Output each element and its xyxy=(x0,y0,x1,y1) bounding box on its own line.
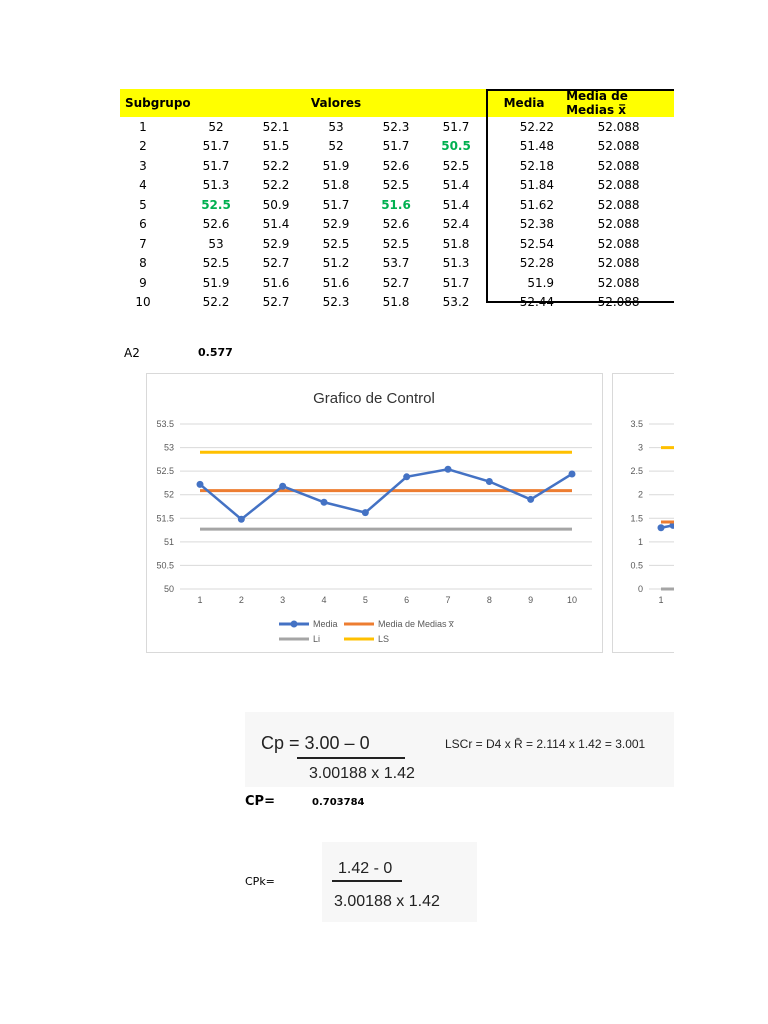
valor-cell: 53.7 xyxy=(382,256,410,271)
media-cell: 51.84 xyxy=(519,178,555,193)
y-tick-label: 0 xyxy=(637,584,643,594)
valor-cell: 51.7 xyxy=(322,197,350,212)
x-tick-label: 9 xyxy=(528,595,534,605)
cp-formula-numerator: Cp = 3.00 – 0 xyxy=(261,733,370,753)
valor-cell: 51.9 xyxy=(202,275,230,290)
subgrupo-cell: 10 xyxy=(135,295,151,310)
data-point xyxy=(445,466,452,473)
data-point xyxy=(403,473,410,480)
a2-label: A2 xyxy=(124,346,140,360)
data-point xyxy=(569,470,576,477)
header-media: Media xyxy=(486,89,562,117)
valor-cell: 52.5 xyxy=(322,236,350,251)
subgrupo-cell: 8 xyxy=(139,256,147,271)
legend-label: LS xyxy=(378,634,390,644)
media-de-medias-cell: 52.088 xyxy=(597,178,640,193)
valor-cell: 53 xyxy=(208,236,224,251)
valor-cell: 52.3 xyxy=(322,295,350,310)
valor-cell: 53 xyxy=(328,119,344,134)
data-point xyxy=(321,499,328,506)
valor-cell: 52.7 xyxy=(262,295,290,310)
table-row xyxy=(120,137,675,157)
valor-cell: 51.2 xyxy=(322,256,350,271)
control-chart[interactable] xyxy=(146,373,603,653)
valor-cell: 52.6 xyxy=(202,217,230,232)
fraction-bar xyxy=(297,757,405,759)
valor-cell: 51.3 xyxy=(202,178,230,193)
fraction-bar xyxy=(332,880,402,882)
data-point xyxy=(486,478,493,485)
cpk-denominator: 3.00188 x 1.42 xyxy=(334,893,440,910)
valor-cell: 52.3 xyxy=(382,119,410,134)
media-de-medias-cell: 52.088 xyxy=(597,197,640,212)
y-tick-label: 52 xyxy=(163,489,174,500)
valor-cell: 52.9 xyxy=(262,236,290,251)
y-tick-label: 1 xyxy=(637,536,643,547)
y-tick-label: 53.5 xyxy=(156,419,174,429)
y-tick-label: 50.5 xyxy=(156,560,174,571)
valor-cell: 52.2 xyxy=(202,295,230,310)
valor-cell: 52.5 xyxy=(201,197,231,212)
table-body xyxy=(120,117,675,312)
media-cell: 51.48 xyxy=(519,139,555,154)
media-cell: 52.54 xyxy=(519,236,555,251)
y-tick-label: 3 xyxy=(637,442,643,453)
valor-cell: 51.3 xyxy=(442,256,470,271)
valor-cell: 52 xyxy=(208,119,224,134)
subgrupo-cell: 2 xyxy=(139,139,147,154)
valor-cell: 51.7 xyxy=(382,139,410,154)
valor-cell: 52.2 xyxy=(262,158,290,173)
x-tick-label: 1 xyxy=(658,595,664,605)
data-point xyxy=(238,516,245,523)
table-row xyxy=(120,215,675,235)
data-point xyxy=(658,524,665,531)
valor-cell: 52.5 xyxy=(382,236,410,251)
x-tick-label: 7 xyxy=(445,595,451,605)
x-tick-label: 10 xyxy=(566,595,578,605)
valor-cell: 51.4 xyxy=(442,197,470,212)
valor-cell: 51.5 xyxy=(262,139,290,154)
x-tick-label: 3 xyxy=(280,595,286,605)
x-tick-label: 8 xyxy=(486,595,492,605)
table-row xyxy=(120,234,675,254)
valor-cell: 51.6 xyxy=(262,275,290,290)
x-tick-label: 1 xyxy=(197,595,203,605)
table-row xyxy=(120,273,675,293)
x-tick-label: 5 xyxy=(362,595,368,605)
valor-cell: 52.6 xyxy=(382,158,410,173)
media-cell: 51.62 xyxy=(519,197,555,212)
media-cell: 52.22 xyxy=(519,119,555,134)
valor-cell: 51.8 xyxy=(322,178,350,193)
lscr-formula: LSCr = D4 x R̄ = 2.114 x 1.42 = 3.001 xyxy=(445,737,646,751)
y-tick-label: 0.5 xyxy=(630,560,643,571)
valor-cell: 52.9 xyxy=(322,217,350,232)
subgrupo-cell: 6 xyxy=(139,217,147,232)
data-point xyxy=(527,496,534,503)
valor-cell: 50.5 xyxy=(441,139,471,154)
media-de-medias-cell: 52.088 xyxy=(597,217,640,232)
valor-cell: 52.5 xyxy=(442,158,470,173)
y-tick-label: 3.5 xyxy=(630,419,643,429)
valor-cell: 52.4 xyxy=(442,217,470,232)
subgrupo-cell: 3 xyxy=(139,158,147,173)
media-cell: 51.9 xyxy=(527,275,555,290)
valor-cell: 51.7 xyxy=(442,119,470,134)
data-table xyxy=(120,89,675,312)
x-tick-label: 4 xyxy=(321,595,327,605)
cp-label: CP= xyxy=(245,794,275,809)
media-de-medias-cell: 52.088 xyxy=(597,119,640,134)
y-tick-label: 51.5 xyxy=(156,513,174,524)
media-de-medias-cell: 52.088 xyxy=(597,275,640,290)
valor-cell: 51.7 xyxy=(442,275,470,290)
header-valores: Valores xyxy=(186,89,486,117)
valor-cell: 52.7 xyxy=(262,256,290,271)
header-subgrupo: Subgrupo xyxy=(120,89,186,117)
valor-cell: 52.5 xyxy=(382,178,410,193)
media-de-medias-cell: 52.088 xyxy=(597,158,640,173)
y-tick-label: 52.5 xyxy=(156,466,174,477)
valor-cell: 53.2 xyxy=(442,295,470,310)
media-de-medias-cell: 52.088 xyxy=(597,139,640,154)
x-tick-label: 2 xyxy=(238,595,244,605)
cp-formula-denominator: 3.00188 x 1.42 xyxy=(309,765,415,782)
valor-cell: 51.8 xyxy=(382,295,410,310)
formula-image-cpk xyxy=(322,842,477,922)
y-tick-label: 53 xyxy=(163,442,174,453)
data-point xyxy=(197,481,204,488)
valor-cell: 51.8 xyxy=(442,236,470,251)
media-de-medias-cell: 52.088 xyxy=(597,236,640,251)
x-tick-label: 6 xyxy=(404,595,410,605)
y-tick-label: 1.5 xyxy=(630,513,643,524)
data-point xyxy=(279,483,286,490)
page-edge xyxy=(674,0,768,1024)
valor-cell: 50.9 xyxy=(262,197,290,212)
media-cell: 52.44 xyxy=(519,295,555,310)
valor-cell: 52.2 xyxy=(262,178,290,193)
media-de-medias-cell: 52.088 xyxy=(597,295,640,310)
a2-value: 0.577 xyxy=(198,346,233,359)
legend-label: Li xyxy=(313,634,321,644)
chart-title: Grafico de Control xyxy=(313,390,435,407)
valor-cell: 52.1 xyxy=(262,119,290,134)
media-de-medias-cell: 52.088 xyxy=(597,256,640,271)
valor-cell: 51.9 xyxy=(322,158,350,173)
legend-label: Media xyxy=(313,619,338,629)
valor-cell: 52.6 xyxy=(382,217,410,232)
y-tick-label: 51 xyxy=(163,536,174,547)
valor-cell: 51.6 xyxy=(322,275,350,290)
y-tick-label: 50 xyxy=(163,584,174,594)
valor-cell: 51.7 xyxy=(202,158,230,173)
valor-cell: 51.4 xyxy=(442,178,470,193)
media-cell: 52.38 xyxy=(519,217,555,232)
y-tick-label: 2.5 xyxy=(630,466,643,477)
table-row xyxy=(120,195,675,215)
legend-marker xyxy=(291,621,298,628)
table-row xyxy=(120,117,675,137)
cpk-label: CPk= xyxy=(245,875,275,888)
header-media-de-medias: Media de Medias x̅ xyxy=(562,89,675,117)
valor-cell: 52 xyxy=(328,139,344,154)
data-point xyxy=(362,509,369,516)
subgrupo-cell: 7 xyxy=(139,236,147,251)
cp-value: 0.703784 xyxy=(312,797,365,808)
legend-label: Media de Medias x̅ xyxy=(378,619,454,629)
table-row xyxy=(120,156,675,176)
subgrupo-cell: 1 xyxy=(139,119,147,134)
table-row xyxy=(120,293,675,313)
cpk-numerator: 1.42 - 0 xyxy=(338,860,393,877)
table-row xyxy=(120,254,675,274)
valor-cell: 51.7 xyxy=(202,139,230,154)
media-cell: 52.18 xyxy=(519,158,555,173)
subgrupo-cell: 5 xyxy=(139,197,147,212)
valor-cell: 51.6 xyxy=(381,197,411,212)
valor-cell: 52.5 xyxy=(202,256,230,271)
formula-image-cp xyxy=(245,712,685,787)
media-cell: 52.28 xyxy=(519,256,555,271)
valor-cell: 52.7 xyxy=(382,275,410,290)
subgrupo-cell: 4 xyxy=(139,178,147,193)
table-row xyxy=(120,176,675,196)
subgrupo-cell: 9 xyxy=(139,275,147,290)
valor-cell: 51.4 xyxy=(262,217,290,232)
control-chart-svg xyxy=(147,374,602,652)
table-header-row xyxy=(120,89,675,117)
y-tick-label: 2 xyxy=(637,489,643,500)
